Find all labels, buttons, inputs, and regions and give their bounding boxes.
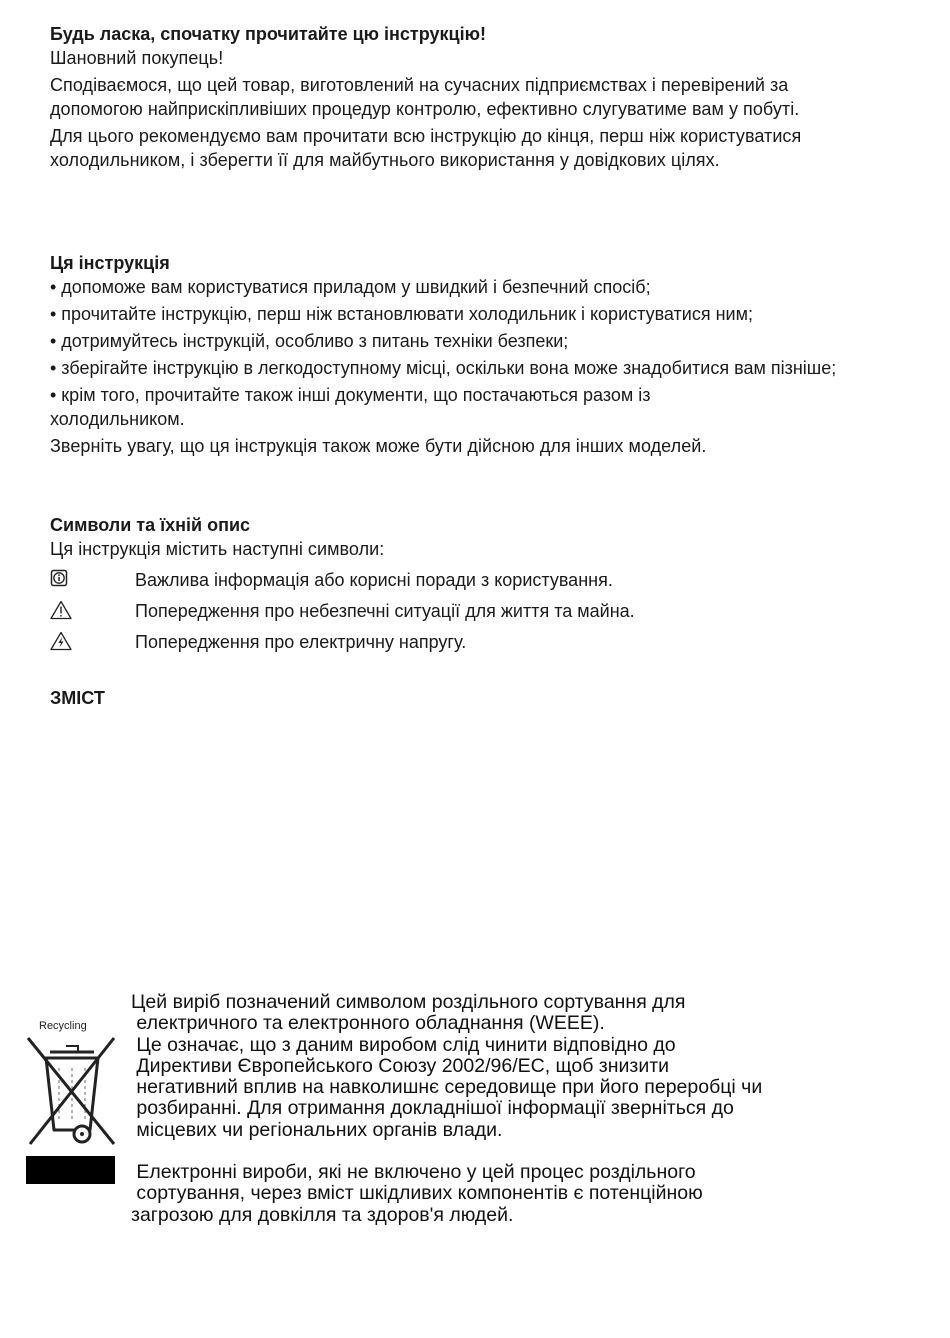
symbols-intro: Ця інструкція містить наступні символи: xyxy=(50,539,385,559)
symbol-warning-text: Попередження про небезпечні ситуації для життя та майна. xyxy=(135,601,635,621)
weee-black-bar xyxy=(26,1156,115,1184)
weee-line-2: електричного та електронного обладнання (WEEE). xyxy=(131,1012,605,1035)
warning-icon xyxy=(50,600,70,620)
symbol-info-text: Важлива інформація або корисні поради з користування. xyxy=(135,570,613,590)
contents-heading: ЗМІСТ xyxy=(50,688,105,708)
intro-paragraph-1: Сподіваємося, що цей товар, виготовлений на сучасних підприємствах і перевірений за допомогою найприскіпливіших процедур контролю, ефективно слугуватиме вам у побуті. xyxy=(50,75,800,119)
weee-line-6: розбиранні. Для отримання докладнішої інформації зверніться до xyxy=(131,1097,734,1120)
weee-line-3: Це означає, що з даним виробом слід чинити відповідно до xyxy=(131,1033,676,1056)
greeting: Шановний покупець! xyxy=(50,48,224,68)
weee-line-5: негативний вплив на навколишнє середовище при його переробці чи xyxy=(131,1076,763,1099)
weee-line-8: Електронні вироби, які не включено у цей процес роздільного xyxy=(131,1161,696,1183)
weee-line-9: сортування, через вміст шкідливих компонентів є потенційною xyxy=(131,1182,703,1205)
weee-logo xyxy=(26,1018,118,1188)
symbol-row-electric xyxy=(50,630,870,656)
recycling-label: Recycling xyxy=(39,1020,87,1032)
manual-bullet-5: • крім того, прочитайте також інші документи, що постачаються разом із холодильником. xyxy=(50,385,651,429)
manual-section xyxy=(50,251,870,458)
weee-line-7: місцевих чи регіональних органів влади. xyxy=(131,1118,503,1141)
symbols-heading: Символи та їхній опис xyxy=(50,515,251,535)
manual-bullet-3: • дотримуйтесь інструкцій, особливо з питань техніки безпеки; xyxy=(50,331,569,351)
manual-bullet-2: • прочитайте інструкцію, перш ніж встановлювати холодильник і користуватися ним; xyxy=(50,304,753,324)
intro-section xyxy=(50,22,870,172)
symbol-row-warning xyxy=(50,599,870,625)
weee-line-10: загрозою для довкілля та здоров'я людей. xyxy=(131,1203,514,1226)
manual-bullet-list xyxy=(50,275,860,431)
contents-section xyxy=(50,686,870,710)
manual-bullet-4: • зберігайте інструкцію в легкодоступному місці, оскільки вона може знадобитися вам пізніше; xyxy=(50,358,837,378)
weee-line-4: Директиви Європейського Союзу 2002/96/EC, щоб знизити xyxy=(131,1054,670,1077)
weee-paragraph-2 xyxy=(131,1162,931,1226)
intro-paragraph-2: Для цього рекомендуємо вам прочитати всю інструкцію до кінця, перш ніж користуватися холодильником, і зберегти її для майбутнього використання у довідкових цілях. xyxy=(50,126,802,170)
electric-warning-icon xyxy=(50,631,70,651)
weee-paragraph-1 xyxy=(131,992,931,1141)
manual-bullet-1: • допоможе вам користуватися приладом у швидкий і безпечний спосіб; xyxy=(50,277,651,297)
info-icon xyxy=(50,569,70,589)
symbols-section xyxy=(50,513,870,561)
crossed-bin-icon xyxy=(26,1032,118,1162)
manual-note: Зверніть увагу, що ця інструкція також може бути дійсною для інших моделей. xyxy=(50,436,707,456)
intro-heading: Будь ласка, спочатку прочитайте цю інструкцію! xyxy=(50,24,486,44)
weee-line-1: Цей виріб позначений символом роздільного сортування для xyxy=(131,991,686,1013)
symbol-row-info xyxy=(50,568,870,594)
symbol-electric-text: Попередження про електричну напругу. xyxy=(135,632,467,652)
manual-heading: Ця інструкція xyxy=(50,253,170,273)
